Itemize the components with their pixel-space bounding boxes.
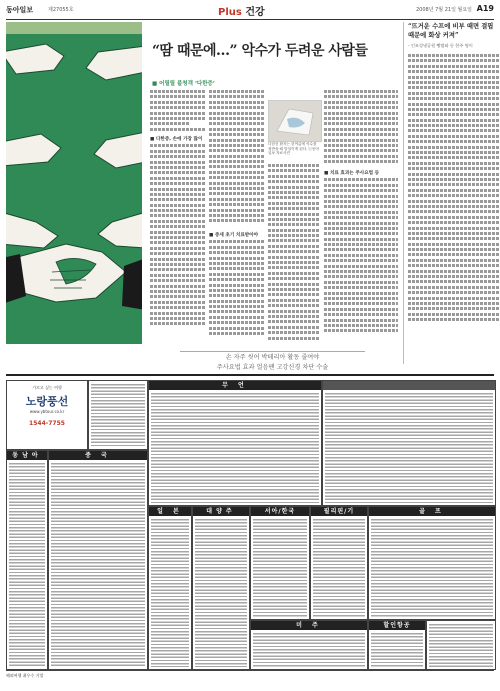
column-2-lines-b bbox=[209, 240, 265, 340]
issue-date: 2008년 7월 21일 월요일 bbox=[415, 7, 472, 13]
page-number: A19 bbox=[476, 4, 494, 13]
photo-caption: 다한증 환자는 한여름에 악수를 청받을 때 망설이게 된다. ⓒ동아일보 자료사진 bbox=[268, 142, 319, 156]
masthead bbox=[6, 3, 494, 20]
article-photo bbox=[268, 100, 322, 142]
sidebar-subtitle: - 인조성냉공원 빵딸와 등 한주 명이 bbox=[408, 43, 473, 48]
article-subhead-1: ■ 다한증, 손에 가장 많이 bbox=[150, 137, 203, 142]
column-4-lines-b bbox=[324, 178, 398, 338]
ad-box-3 bbox=[6, 450, 48, 670]
handshake-illustration bbox=[6, 22, 142, 344]
article-column-4 bbox=[324, 90, 398, 345]
handshake-graphic bbox=[6, 22, 142, 344]
ad-box-6 bbox=[192, 506, 250, 670]
sidebar-body bbox=[408, 54, 500, 334]
pull-quote-line-2: 주사요법 효과 얼음팬 고강신경 차단 수술 bbox=[216, 364, 329, 371]
section-name: 건강 bbox=[245, 7, 265, 18]
article-column-2 bbox=[209, 90, 265, 345]
ad-brand-slogan: 가르고 싶는 여행 bbox=[32, 385, 62, 390]
article-column-1 bbox=[150, 90, 206, 345]
ad-heading-8: 필리핀/기 bbox=[311, 507, 367, 516]
column-1-lines-b bbox=[150, 144, 206, 334]
article-kicker bbox=[152, 79, 215, 87]
ad-box-10 bbox=[250, 620, 368, 670]
ad-box-9 bbox=[368, 506, 496, 620]
ad-heading-5: 일 본 bbox=[149, 507, 191, 516]
ad-heading-3: 동남아 bbox=[7, 451, 47, 460]
ad-brand-url: www.ybtour.co.kr bbox=[29, 409, 65, 414]
article-headline: “땀 때문에…” 악수가 두려운 사람들 bbox=[152, 43, 368, 59]
paper-name: 동아일보 bbox=[6, 6, 34, 14]
ad-heading-6: 대양주 bbox=[193, 507, 249, 516]
ad-brand-name: 노랑풍선 bbox=[25, 395, 69, 408]
section-prefix: Plus bbox=[218, 7, 242, 18]
article-subhead-2: ■ 증세 초기 치료받아야 bbox=[209, 233, 259, 238]
issue-number: 제27055호 bbox=[48, 7, 74, 13]
ad-box-1 bbox=[148, 380, 322, 506]
ad-box-4 bbox=[48, 450, 148, 670]
ad-heading-11: 할인항공 bbox=[369, 621, 425, 630]
towel-photo bbox=[269, 101, 321, 141]
ad-box-11 bbox=[368, 620, 426, 670]
ad-heading-7: 서아/한국 bbox=[251, 507, 309, 516]
ads-footer: 해외여행 최우수 기업 bbox=[6, 670, 494, 681]
pull-quote-line-1: 손 자주 씻어 박테리아 활동 줄여야 bbox=[225, 354, 320, 361]
pull-quote bbox=[150, 350, 395, 376]
ad-heading-9: 골 프 bbox=[369, 507, 495, 516]
sidebar-title: “뜨거운 수프에 비부 때면 결핍 때문에 화상 커져” bbox=[408, 23, 494, 39]
column-2-lines-a bbox=[209, 90, 265, 230]
ad-box-2 bbox=[322, 380, 496, 506]
ad-box-7 bbox=[250, 506, 310, 620]
ad-heading-2 bbox=[323, 381, 495, 390]
ad-heading-1: 무 언 bbox=[149, 381, 321, 390]
section-title bbox=[218, 3, 265, 18]
column-4-lines-a bbox=[324, 90, 398, 168]
article-subhead-3: ■ 치료 효과는 주사요법 등 bbox=[324, 171, 380, 176]
kicker-mark: ■ bbox=[152, 81, 158, 87]
kicker-text: 어릴릴 불청객 ‘다한증’ bbox=[159, 81, 215, 87]
ad-heading-10: 미 주 bbox=[251, 621, 367, 630]
article-column-3a bbox=[268, 164, 320, 345]
ad-brand-box bbox=[6, 380, 88, 450]
ad-box-12 bbox=[426, 620, 496, 670]
ad-box-brand-detail bbox=[88, 380, 148, 450]
ad-box-5 bbox=[148, 506, 192, 670]
column-1-lines-a bbox=[150, 90, 206, 134]
ad-box-8 bbox=[310, 506, 368, 620]
ad-heading-4: 중 국 bbox=[49, 451, 147, 460]
sidebar-article bbox=[403, 22, 500, 364]
travel-ads-section bbox=[6, 374, 494, 682]
ad-phone: 1544-7755 bbox=[29, 420, 65, 427]
